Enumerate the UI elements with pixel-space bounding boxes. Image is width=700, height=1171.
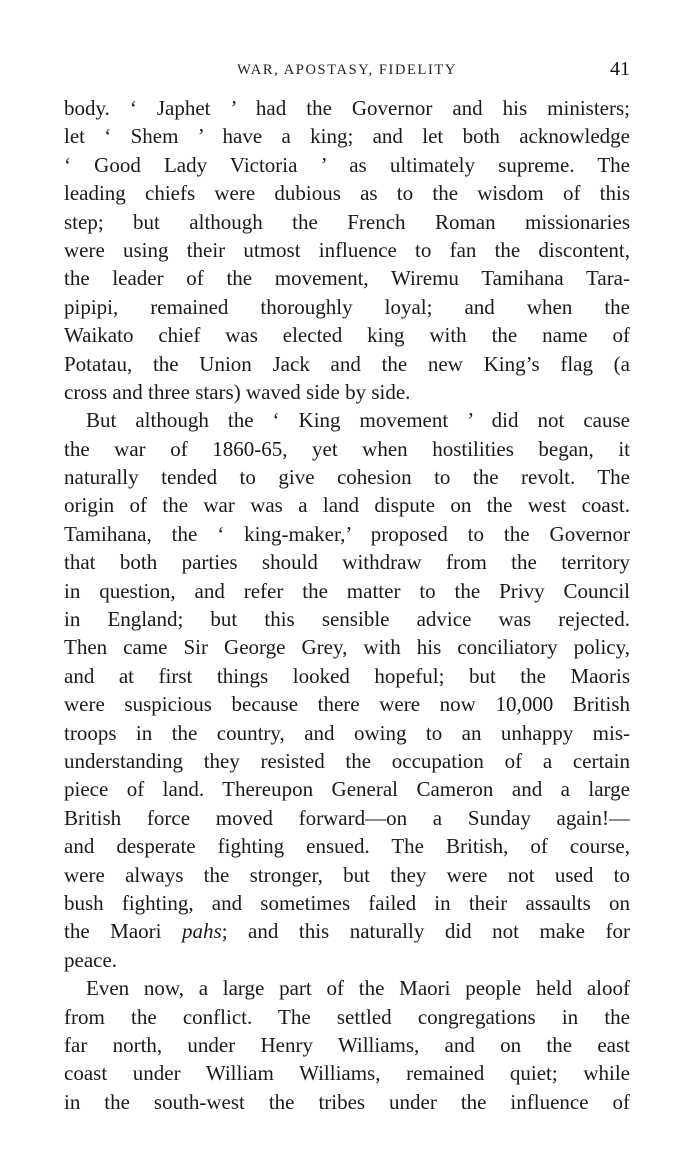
paragraph-3 [64,974,630,1116]
text-line: were always the stronger, but they were not used to [64,862,630,887]
running-title: WAR, APOSTASY, FIDELITY [237,62,457,78]
text-line: far north, under Henry Williams, and on the east [64,1032,630,1057]
text-line: Waikato chief was elected king with the name of [64,323,630,348]
text-line: Tamihana, the ‘ king-maker,’ proposed to the Governor [64,521,630,546]
text-segment: ; and this naturally did not make for [221,919,630,944]
text-line: the war of 1860-65, yet when hostilities began, it [64,436,630,461]
body-text [64,94,630,1116]
text-line: leading chiefs were dubious as to the wisdom of this [64,181,630,206]
text-line: But although the ‘ King movement ’ did not cause [86,408,630,433]
text-line: ‘ Good Lady Victoria ’ as ultimately supreme. The [64,152,630,177]
text-line: naturally tended to give cohesion to the revolt. The [64,465,630,490]
text-line: coast under William Williams, remained quiet; while [64,1061,630,1086]
text-line: understanding they resisted the occupation of a certain [64,748,630,773]
text-line: the leader of the movement, Wiremu Tamihana Tara- [64,266,630,291]
text-line: pipipi, remained thoroughly loyal; and when the [64,294,630,319]
text-line: let ‘ Shem ’ have a king; and let both acknowledge [64,124,630,149]
text-line [64,917,630,945]
text-line: were suspicious because there were now 10,000 British [64,692,630,717]
text-line: troops in the country, and owing to an unhappy mis- [64,720,630,745]
text-segment: the Maori [64,919,162,944]
text-line: were using their utmost influence to fan the discontent, [64,237,630,262]
italic-term-pahs: pahs [182,919,222,944]
text-line: bush fighting, and sometimes failed in their assaults on [64,890,630,915]
text-line: in the south-west the tribes under the influence of [64,1089,630,1114]
text-line: Potatau, the Union Jack and the new King’s flag (a [64,351,630,376]
running-head [64,58,630,84]
paragraph-1 [64,94,630,406]
text-line: and desperate fighting ensued. The British, of course, [64,834,630,859]
text-line: Then came Sir George Grey, with his conciliatory policy, [64,635,630,660]
text-line: and at first things looked hopeful; but the Maoris [64,663,630,688]
text-line: in question, and refer the matter to the Privy Council [64,578,630,603]
text-line: origin of the war was a land dispute on the west coast. [64,493,630,518]
paragraph-2 [64,406,630,974]
text-line: in England; but this sensible advice was rejected. [64,607,630,632]
text-line: that both parties should withdraw from the territory [64,550,630,575]
text-line: from the conflict. The settled congregations in the [64,1004,630,1029]
text-line: step; but although the French Roman missionaries [64,209,630,234]
text-line: cross and three stars) waved side by side. [64,379,411,404]
text-line: Even now, a large part of the Maori people held aloof [86,976,630,1001]
text-line: peace. [64,947,118,972]
text-line: piece of land. Thereupon General Cameron and a large [64,777,630,802]
text-line: body. ‘ Japhet ’ had the Governor and his ministers; [64,96,630,120]
page-number: 41 [610,58,630,80]
text-line: British force moved forward—on a Sunday again!— [64,805,630,830]
